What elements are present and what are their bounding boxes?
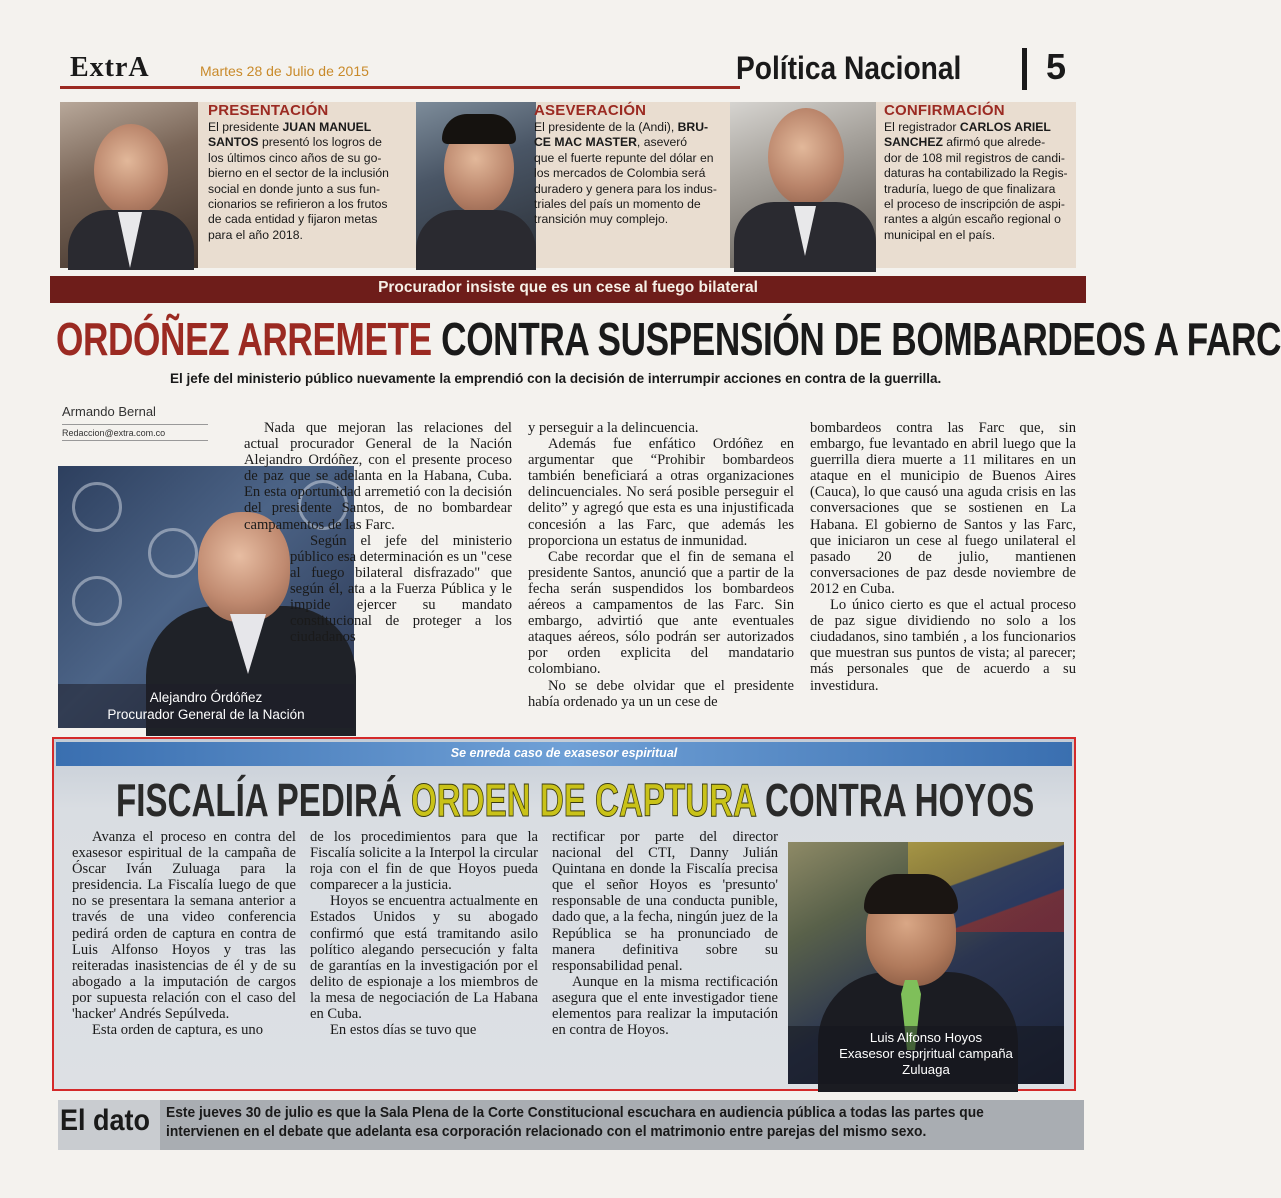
- profile-line: los últimos cinco años de su go-: [208, 150, 382, 165]
- fiscalia-headline: [116, 768, 1034, 832]
- profile-line: SANCHEZ afirmó que alrede-: [884, 135, 1046, 150]
- fiscalia-col-3: [552, 829, 778, 1038]
- section-title: Política Nacional: [736, 50, 962, 86]
- profile-line: CE MAC MASTER, aseveró: [534, 135, 688, 150]
- fiscalia-headline-a: FISCALÍA PEDIRÁ: [116, 774, 412, 826]
- profile-line: SANTOS presentó los logros de: [208, 135, 382, 150]
- fiscalia-caption-line1: Luis Alfonso Hoyos: [869, 1030, 983, 1045]
- profile-line: transición muy complejo.: [534, 212, 669, 227]
- masthead-logo: ExtrA: [70, 52, 150, 83]
- byline-rule: [62, 440, 208, 441]
- profile-heading: CONFIRMACIÓN: [884, 102, 1005, 119]
- fiscalia-caption-line3: Zuluaga: [902, 1062, 950, 1077]
- profile-line: El registrador CARLOS ARIEL: [884, 120, 1051, 134]
- profile-line: El presidente de la (Andi), BRU-: [534, 120, 709, 134]
- profile-heading: ASEVERACIÓN: [534, 102, 647, 119]
- main-deck: El jefe del ministerio público nuevamente la emprendió con la decisión de interrumpir acciones en contra de la guerrilla.: [170, 371, 942, 386]
- profile-line: rantes a algún escaño regional o: [884, 212, 1061, 227]
- main-col-3: [810, 420, 1076, 694]
- paragraph: Hoyos se encuentra actualmente en Estados Unidos y su abogado confirmó que está tramitando asilo político alegando persecución y falta de garantías en la investigación por el delito de espionaje a los miembros de la mesa de negociación de La Habana en Cuba.: [310, 893, 538, 1023]
- headline-rest: CONTRA SUSPENSIÓN DE BOMBARDEOS A FARC: [431, 313, 1281, 365]
- paragraph: Esta orden de captura, es uno: [92, 1022, 264, 1039]
- dato-text: Este jueves 30 de julio es que la Sala Plena de la Corte Constitucional escuchara en audiencia pública a todas las partes que intervienen en el debate que adelanta esa corporación relacionado con el matrimonio entre parejas del mismo sexo.: [166, 1105, 984, 1140]
- profile-line: de cada entidad y fijaron metas: [208, 212, 378, 227]
- profile-aseveracion: [534, 102, 742, 228]
- profile-line: social en donde junto a sus fun-: [208, 181, 381, 196]
- profile-line: municipal en el país.: [884, 227, 996, 242]
- profile-line: para el año 2018.: [208, 227, 303, 242]
- byline-author: Armando Bernal: [62, 404, 156, 419]
- paragraph: Según el jefe del ministerio público esa determinación es un "cese al fuego bilateral disfrazado" que según él, ata a la Fuerza Pública y le impide ejercer su mandato constitucional de proteger a los ciudadanos: [290, 532, 512, 646]
- dato-label: El dato: [60, 1104, 151, 1137]
- section-divider: [1022, 48, 1027, 90]
- profile-line: bierno en el sector de la inclusión: [208, 166, 389, 181]
- paragraph: bombardeos contra las Farc que, sin embargo, fue levantado en abril luego que la guerrilla diera muerte a 11 militares en un ataque en el municipio de Buenos Aires (Cauca), lo que causó una aguda crisis en las conversaciones que se sostienen en La Habana. El gobierno de Santos y las Farc, que iniciaron un cese al fuego unilateral el pasado 20 de julio, mantienen conversaciones de paz desde noviembre de 2012 en Cuba.: [810, 420, 1076, 597]
- paragraph: Lo único cierto es que el actual proceso de paz sigue dividiendo no solo a los ciudadanos, sino también , a los funcionarios que muestran sus puntos de vista; al parecer; más personales que de acuerdo a su investidura.: [810, 597, 1076, 694]
- masthead-date: Martes 28 de Julio de 2015: [200, 63, 369, 79]
- profile-heading: PRESENTACIÓN: [208, 102, 329, 119]
- paragraph: No se debe olvidar que el presidente había ordenado ya un un cese de: [528, 677, 794, 710]
- main-col-2: [528, 420, 794, 710]
- fiscalia-caption-line2: Exasesor esprjritual campaña: [839, 1046, 1013, 1061]
- profile-line: los mercados de Colombia será: [534, 166, 706, 181]
- page-number: 5: [1046, 46, 1067, 87]
- profiles-strip: [60, 102, 1076, 268]
- paragraph: rectificar por parte del director nacional del CTI, Danny Julián Quintana en donde la Fiscalía precisa que el señor Hoyos es 'presunto' responsable de una conducta punible, dado que, a la fecha, ningún juez de la República se ha pronunciado de manera definitiva sobre su responsabilidad penal.: [552, 829, 778, 974]
- fiscalia-headline-highlight: ORDEN DE CAPTURA: [411, 774, 756, 826]
- profile-confirmacion: [884, 102, 1074, 243]
- main-headline: [56, 306, 1281, 372]
- profile-line: cionarios se refirieron a los frutos: [208, 197, 388, 212]
- photo-caption-name: Alejandro Órdóñez: [149, 690, 263, 705]
- paragraph: de los procedimientos para que la Fiscalía solicite a la Interpol la circular roja con el fin de que Hoyos pueda comparecer a la justicia.: [310, 829, 538, 894]
- profile-line: que el fuerte repunte del dólar en: [534, 150, 714, 165]
- portrait-sanchez: [730, 102, 876, 268]
- main-kicker: Procurador insiste que es un cese al fuego bilateral: [378, 279, 758, 296]
- headline-accent: ORDÓÑEZ ARREMETE: [56, 313, 432, 365]
- profile-body: [534, 120, 742, 228]
- profile-line: triales del país un momento de: [534, 197, 701, 212]
- portrait-mac-master: [416, 102, 536, 268]
- fiscalia-kicker: Se enreda caso de exasesor espiritual: [450, 746, 678, 760]
- profile-body: [884, 120, 1074, 243]
- photo-caption-role: Procurador General de la Nación: [107, 707, 305, 722]
- profile-line: duradero y genera para los indus-: [534, 181, 717, 196]
- fiscalia-col-1: [72, 829, 296, 1038]
- profile-line: dor de 108 mil registros de candi-: [884, 150, 1065, 165]
- portrait-santos: [60, 102, 198, 268]
- paragraph: Cabe recordar que el fin de semana el presidente Santos, anunció que a partir de la fecha serán suspendidos los bombardeos aéreos a campamentos de las Farc. Sin embargo, advirtió que ante eventuales ataques aéreos, sólo podrán ser autorizados por orden explicita del mandatario colombiano.: [528, 548, 794, 678]
- fiscalia-headline-c: CONTRA HOYOS: [755, 774, 1035, 826]
- paragraph: Nada que mejoran las relaciones del actual procurador General de la Nación Alejandro Ordóñez, con el presente proceso de paz que se adelanta en la Habana, Cuba. En esta oportunidad arremetió con la decisión del presidente Santos, de no bombardear campamentos de las Farc.: [244, 420, 512, 533]
- paragraph: Además fue enfático Ordóñez en argumentar que “Prohibir bombardeos también beneficiará a otras organizaciones delincuenciales. No será posible perseguir el delito” y agregó que esta es una injustificada concesión a las Farc, que además les proporciona un estatus de inmunidad.: [528, 436, 794, 549]
- paragraph: Avanza el proceso en contra del exasesor espiritual de la campaña de Óscar Iván Zuluaga para la presidencia. La Fiscalía luego de que no se presentara la semana anterior a través de una video conferencia pedirá orden de captura en contra de Luis Alfonso Hoyos y tras las reiteradas inasistencias de él y de su abogado a la imputación de cargos por supuesta relación con el caso del 'hacker' Andrés Sepúlveda.: [72, 829, 296, 1023]
- paragraph: Aunque en la misma rectificación asegura que el ente investigador tiene elementos para realizar la imputación en contra de Hoyos.: [552, 973, 778, 1039]
- profile-line: el proceso de inscripción de aspi-: [884, 197, 1065, 212]
- profile-line: daturas ha contabilizado la Regis-: [884, 166, 1068, 181]
- main-col-1: [244, 420, 512, 730]
- byline-rule: [62, 424, 208, 425]
- paragraph: En estos días se tuvo que: [330, 1022, 477, 1039]
- profile-line: El presidente JUAN MANUEL: [208, 120, 372, 134]
- masthead-rule: [60, 86, 740, 89]
- paragraph: y perseguir a la delincuencia.: [528, 420, 699, 436]
- byline-email: Redaccion@extra.com.co: [62, 428, 166, 438]
- profile-line: traduría, luego de que finalizara: [884, 181, 1056, 196]
- fiscalia-col-2: [310, 829, 538, 1038]
